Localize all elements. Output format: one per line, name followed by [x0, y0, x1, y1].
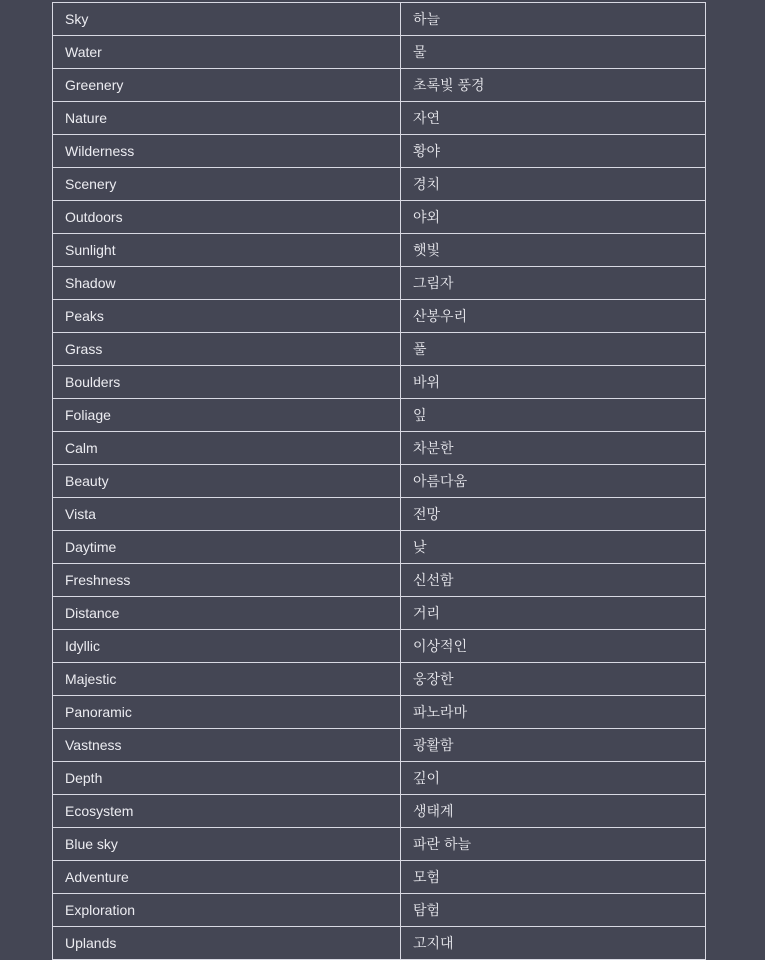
korean-translation-cell: 이상적인 — [401, 630, 706, 663]
table-row — [53, 894, 706, 927]
english-word-cell: Shadow — [53, 267, 401, 300]
english-word-cell: Grass — [53, 333, 401, 366]
korean-translation-cell: 햇빛 — [401, 234, 706, 267]
table-row — [53, 267, 706, 300]
english-word-cell: Daytime — [53, 531, 401, 564]
translation-table — [52, 2, 706, 960]
english-word-cell: Foliage — [53, 399, 401, 432]
english-word-cell: Blue sky — [53, 828, 401, 861]
korean-translation-cell: 광활함 — [401, 729, 706, 762]
table-row — [53, 630, 706, 663]
table-row — [53, 696, 706, 729]
korean-translation-cell: 야외 — [401, 201, 706, 234]
korean-translation-cell: 신선함 — [401, 564, 706, 597]
english-word-cell: Adventure — [53, 861, 401, 894]
korean-translation-cell: 아름다움 — [401, 465, 706, 498]
english-word-cell: Freshness — [53, 564, 401, 597]
english-word-cell: Sky — [53, 3, 401, 36]
english-word-cell: Peaks — [53, 300, 401, 333]
korean-translation-cell: 초록빛 풍경 — [401, 69, 706, 102]
table-row — [53, 36, 706, 69]
english-word-cell: Majestic — [53, 663, 401, 696]
table-row — [53, 366, 706, 399]
table-row — [53, 333, 706, 366]
english-word-cell: Idyllic — [53, 630, 401, 663]
english-word-cell: Exploration — [53, 894, 401, 927]
korean-translation-cell: 전망 — [401, 498, 706, 531]
english-word-cell: Greenery — [53, 69, 401, 102]
english-word-cell: Vista — [53, 498, 401, 531]
korean-translation-cell: 바위 — [401, 366, 706, 399]
table-row — [53, 762, 706, 795]
korean-translation-cell: 자연 — [401, 102, 706, 135]
table-row — [53, 399, 706, 432]
english-word-cell: Panoramic — [53, 696, 401, 729]
english-word-cell: Nature — [53, 102, 401, 135]
table-row — [53, 69, 706, 102]
korean-translation-cell: 낮 — [401, 531, 706, 564]
english-word-cell: Outdoors — [53, 201, 401, 234]
korean-translation-cell: 잎 — [401, 399, 706, 432]
korean-translation-cell: 차분한 — [401, 432, 706, 465]
table-row — [53, 564, 706, 597]
english-word-cell: Water — [53, 36, 401, 69]
korean-translation-cell: 거리 — [401, 597, 706, 630]
korean-translation-cell: 고지대 — [401, 927, 706, 960]
korean-translation-cell: 파란 하늘 — [401, 828, 706, 861]
english-word-cell: Distance — [53, 597, 401, 630]
table-row — [53, 168, 706, 201]
table-row — [53, 861, 706, 894]
table-row — [53, 102, 706, 135]
english-word-cell: Vastness — [53, 729, 401, 762]
table-row — [53, 729, 706, 762]
korean-translation-cell: 파노라마 — [401, 696, 706, 729]
table-row — [53, 663, 706, 696]
korean-translation-cell: 산봉우리 — [401, 300, 706, 333]
english-word-cell: Beauty — [53, 465, 401, 498]
korean-translation-cell: 생태계 — [401, 795, 706, 828]
table-row — [53, 795, 706, 828]
table-row — [53, 828, 706, 861]
table-row — [53, 234, 706, 267]
english-word-cell: Depth — [53, 762, 401, 795]
table-row — [53, 300, 706, 333]
korean-translation-cell: 경치 — [401, 168, 706, 201]
korean-translation-cell: 깊이 — [401, 762, 706, 795]
table-row — [53, 201, 706, 234]
korean-translation-cell: 탐험 — [401, 894, 706, 927]
korean-translation-cell: 황야 — [401, 135, 706, 168]
table-row — [53, 3, 706, 36]
table-row — [53, 432, 706, 465]
english-word-cell: Boulders — [53, 366, 401, 399]
korean-translation-cell: 풀 — [401, 333, 706, 366]
korean-translation-cell: 모험 — [401, 861, 706, 894]
korean-translation-cell: 그림자 — [401, 267, 706, 300]
table-row — [53, 531, 706, 564]
english-word-cell: Uplands — [53, 927, 401, 960]
table-row — [53, 135, 706, 168]
korean-translation-cell: 웅장한 — [401, 663, 706, 696]
table-row — [53, 597, 706, 630]
table-row — [53, 465, 706, 498]
english-word-cell: Calm — [53, 432, 401, 465]
english-word-cell: Sunlight — [53, 234, 401, 267]
table-row — [53, 927, 706, 960]
translation-table-body — [53, 3, 706, 960]
english-word-cell: Ecosystem — [53, 795, 401, 828]
korean-translation-cell: 하늘 — [401, 3, 706, 36]
english-word-cell: Scenery — [53, 168, 401, 201]
english-word-cell: Wilderness — [53, 135, 401, 168]
table-row — [53, 498, 706, 531]
korean-translation-cell: 물 — [401, 36, 706, 69]
